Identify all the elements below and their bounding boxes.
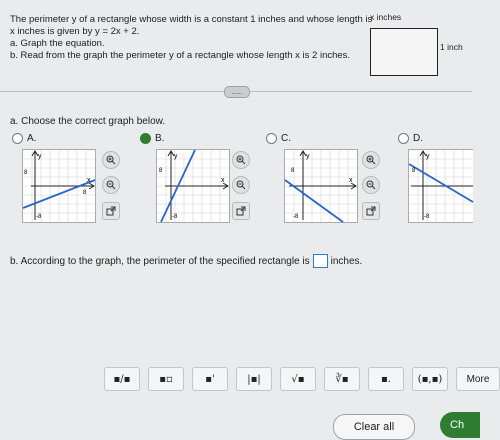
problem-statement bbox=[10, 14, 373, 62]
option-a[interactable] bbox=[12, 133, 36, 144]
cube-root-button[interactable]: ∛▪ bbox=[324, 367, 360, 391]
option-d[interactable] bbox=[398, 133, 423, 144]
graph-b-plot bbox=[157, 150, 229, 222]
graph-d-ytick: 8 bbox=[412, 168, 416, 174]
enlarge-icon[interactable] bbox=[362, 202, 380, 220]
enlarge-icon[interactable] bbox=[102, 202, 120, 220]
option-a-label: A. bbox=[27, 133, 37, 144]
part-b-text: b. According to the graph, the perimeter of the specified rectangle is bbox=[10, 255, 310, 267]
graph-c bbox=[284, 149, 358, 223]
math-palette bbox=[104, 366, 500, 392]
graph-d-y-label: y bbox=[426, 153, 430, 160]
rectangle-shape bbox=[370, 28, 438, 76]
graph-a-xtick: 8 bbox=[83, 190, 87, 196]
problem-line-1: The perimeter y of a rectangle whose width is a constant 1 inches and whose length is bbox=[10, 14, 373, 25]
more-button[interactable]: More bbox=[456, 367, 500, 391]
graph-c-plot bbox=[285, 150, 357, 222]
graph-a-x-label: x bbox=[87, 177, 91, 184]
part-a-prompt: a. Choose the correct graph below. bbox=[10, 116, 166, 127]
ordered-pair-button[interactable]: (▪,▪) bbox=[412, 367, 448, 391]
graph-b bbox=[156, 149, 230, 223]
zoom-out-icon[interactable] bbox=[232, 176, 250, 194]
zoom-in-icon[interactable] bbox=[232, 151, 250, 169]
graph-a-ytick: 8 bbox=[24, 170, 28, 176]
graph-c-ytick: 8 bbox=[291, 168, 295, 174]
graph-b-y-label: y bbox=[174, 153, 178, 160]
zoom-out-icon[interactable] bbox=[102, 176, 120, 194]
graph-d-neg: -8 bbox=[424, 214, 430, 220]
option-c[interactable] bbox=[266, 133, 291, 144]
problem-line-3: a. Graph the equation. bbox=[10, 38, 105, 49]
graph-b-ytick: 8 bbox=[159, 168, 163, 174]
rectangle-width-label: 1 inch bbox=[440, 42, 463, 52]
absolute-value-button[interactable]: |▪| bbox=[236, 367, 272, 391]
problem-line-4: b. Read from the graph the perimeter y of a rectangle whose length x is 2 inches. bbox=[10, 50, 351, 61]
option-d-label: D. bbox=[413, 133, 423, 144]
mixed-number-button[interactable]: ▪▫ bbox=[148, 367, 184, 391]
graph-a-plot bbox=[23, 150, 95, 222]
fraction-button[interactable]: ▪/▪ bbox=[104, 367, 140, 391]
problem-line-2: x inches is given by y = 2x + 2. bbox=[10, 26, 140, 37]
answer-input[interactable] bbox=[313, 254, 328, 268]
radio-d[interactable] bbox=[398, 133, 409, 144]
enlarge-icon[interactable] bbox=[232, 202, 250, 220]
zoom-in-icon[interactable] bbox=[362, 151, 380, 169]
zoom-in-icon[interactable] bbox=[102, 151, 120, 169]
part-b-question bbox=[10, 254, 362, 268]
graph-b-neg: -8 bbox=[172, 214, 178, 220]
part-b-unit: inches. bbox=[330, 255, 363, 267]
graph-c-y-label: y bbox=[306, 153, 310, 160]
option-b[interactable] bbox=[140, 133, 164, 144]
graph-d-plot bbox=[409, 150, 473, 222]
rectangle-figure bbox=[364, 12, 463, 78]
decimal-button[interactable]: ▪. bbox=[368, 367, 404, 391]
option-c-label: C. bbox=[281, 133, 291, 144]
radio-a[interactable] bbox=[12, 133, 23, 144]
radio-c[interactable] bbox=[266, 133, 277, 144]
check-answer-button[interactable]: Ch bbox=[440, 412, 480, 438]
graph-d bbox=[408, 149, 473, 223]
rectangle-length-label: x inches bbox=[370, 12, 402, 22]
radio-b[interactable] bbox=[140, 133, 151, 144]
exponent-button[interactable]: ▪' bbox=[192, 367, 228, 391]
graph-a-y-label: y bbox=[38, 153, 42, 160]
option-b-label: B. bbox=[155, 133, 165, 144]
graph-a bbox=[22, 149, 96, 223]
square-root-button[interactable]: √▪ bbox=[280, 367, 316, 391]
graph-a-neg: -8 bbox=[36, 214, 42, 220]
graph-b-x-label: x bbox=[221, 177, 225, 184]
clear-all-button[interactable]: Clear all bbox=[333, 414, 415, 440]
graph-c-neg: -8 bbox=[293, 214, 299, 220]
graph-c-x-label: x bbox=[349, 177, 353, 184]
zoom-out-icon[interactable] bbox=[362, 176, 380, 194]
expand-dots-button[interactable]: ..... bbox=[224, 86, 250, 98]
